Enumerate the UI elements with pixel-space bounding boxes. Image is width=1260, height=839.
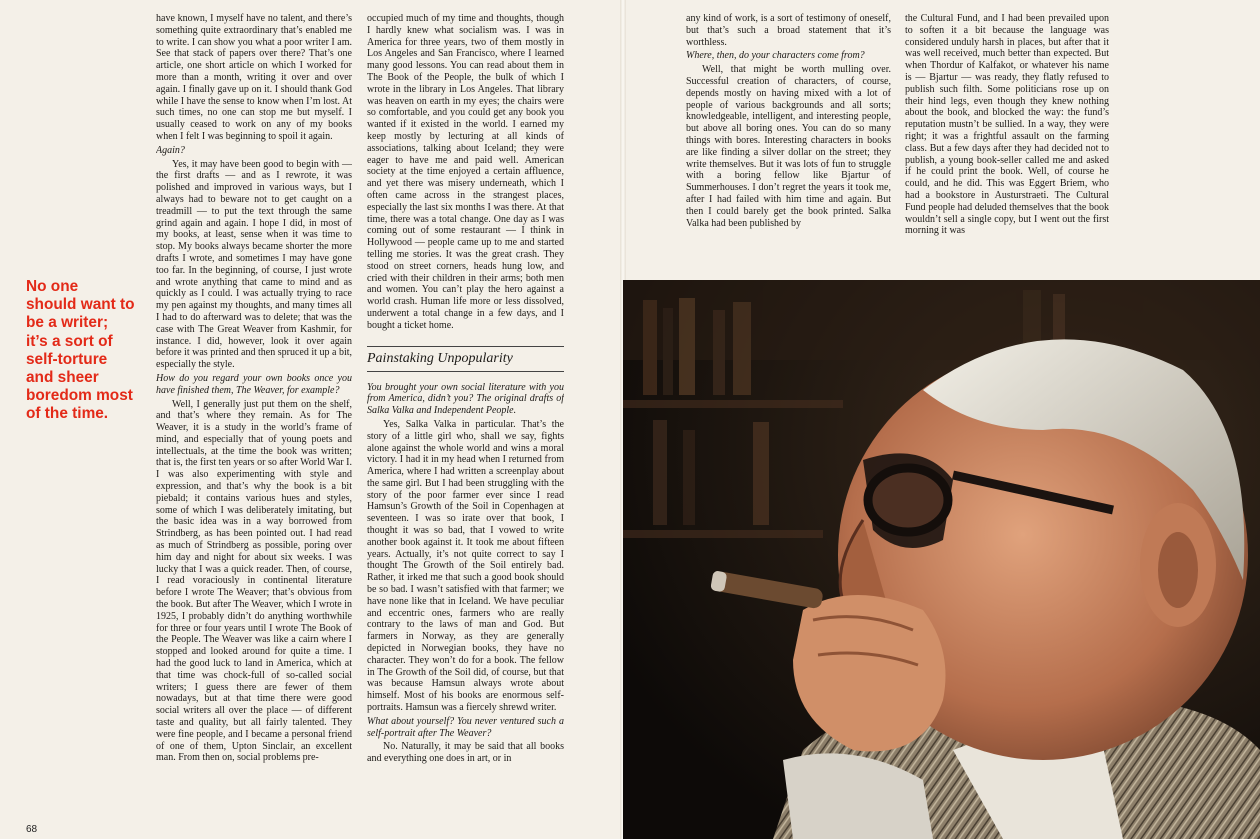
- page-number: 68: [26, 824, 38, 835]
- interview-question: Where, then, do your characters come from?: [686, 50, 865, 62]
- body-paragraph: any kind of work, is a sort of testimony of oneself, but that’s such a broad statement that it’s worthless.: [686, 13, 891, 48]
- pull-quote-line: should want to: [26, 296, 135, 314]
- text-column-4: [905, 13, 1109, 275]
- body-paragraph: Yes, it may have been good to begin with — the first drafts — and as I rewrote, it was polished and improved in various ways, but I always had to beware not to get caught on a treadmill — to put the text through the same grind again and again. I hope I did, in most of my books, at least, sense when it was time to stop. My books always became shorter the more drafts I wrote, and sometimes I may have gone too far. In the beginning, of course, I just wrote and wrote anything that came to mind and as quickly as I could. I was actually trying to race my pen against my thoughts, and many times all I had to do afterward was to delete; that was the case with The Great Weaver from Kashmir, for instance. I did, however, look it over again before it was printed and then spruced it up a bit, especially the style.: [156, 158, 352, 371]
- text-column-1: [156, 13, 352, 839]
- interview-question: How do you regard your own books once you have finished them, The Weaver, for example?: [156, 372, 352, 396]
- body-paragraph: No. Naturally, it may be said that all books and everything one does in art, or in: [367, 741, 564, 765]
- pull-quote: [26, 278, 144, 424]
- pull-quote-line: and sheer: [26, 369, 99, 387]
- text-column-2: [367, 13, 564, 839]
- body-paragraph: Well, I generally just put them on the shelf, and that’s where they remain. As for The Weaver, it is a study in the world’s frame of mind, and especially that of young poets and intellectuals, at the time the book was written; that is, the first ten years or so after World War I. I was also experimenting with style and expression, and that’s why the book is a bit piebald; it contains various hues and styles, some of which I was deliberately imitating, but the basic idea was in a way borrowed from Strindberg, as has been pointed out. I had read as much of Strindberg as possible, poring over him day and night for about six weeks. I was lucky that I was a quick reader. Then, of course, I read voraciously in continental literature before I wrote The Weaver; that’s obvious from the book. But after The Weaver, which I wrote in 1925, I probably didn’t do anything worthwhile for three or four years until I wrote The Book of the People. The Weaver was like a cairn where I stopped and looked around for quite a time. I had the good luck to land in America, which at that time was chock-full of so-called social writers; I guess there are fewer of them nowadays, but at that time there were good social writers all over the place — of different taste and quality, but all fairly talented. They were fine people, and I became a personal friend of one of them, Upton Sinclair, an excellent man. From then on, social problems pre-: [156, 398, 352, 764]
- pull-quote-line: No one: [26, 278, 79, 295]
- body-paragraph: Yes, Salka Valka in particular. That’s the story of a little girl who, shall we say, fights alone against the whole world and wins a moral victory. I had it in my head when I returned from America, where I had written a screenplay about the same girl. But I had been struggling with the story of the poor farmer ever since I read Hamsun’s Growth of the Soil in Copenhagen at seventeen. I was so irate over that book, I thought it was so bad, that I vowed to write another book against it. It took me about fifteen years. Actually, it’s not quite correct to say I thought The Growth of the Soil entirely bad. Rather, it irked me that such a good book should be so bad. I wasn’t satisfied with that farmer; we have none like that in Iceland. We have peculiar and eccentric ones, farmers who are really contrary to the laws of man and God. But farmers in Norway, as they are generally depicted in Norwegian books, they have no character. They won’t do for a book. The fellow in The Growth of the Soil did, of course, but that was because Hamsun always wrote about himself. Most of his books are enormous self-portraits. Hamsun was a fiercely shrewd writer.: [367, 418, 564, 714]
- pull-quote-line: be a writer;: [26, 314, 109, 332]
- pull-quote-line: boredom most: [26, 387, 133, 405]
- pull-quote-line: self-torture: [26, 350, 108, 368]
- body-paragraph: the Cultural Fund, and I had been prevailed upon to soften it a bit because the language was considered unduly harsh in places, but after that it was well received, much better than expected. But when Thordur of Kalfakot, or whatever his name is — Bjartur — was ready, they flatly refused to publish such filth. Some politicians rose up on their hind legs, even though they knew nothing about the book, and blocked the way: the fund’s reputation mustn’t be sullied. In a way, they were right; it was a frightful assault on the farming class. But a few days after they had decided not to publish, a young book-seller called me and asked if he could print the book. Well, of course he could, and he did. This was Eggert Briem, who had a bookstore in Austurstraeti. The Cultural Fund people had deluded themselves that the book wouldn’t sell a single copy, but I went out the first morning it was: [905, 13, 1109, 237]
- section-subheading: Painstaking Unpopularity: [367, 346, 564, 372]
- interview-question: Again?: [156, 144, 185, 156]
- pull-quote-line: it’s a sort of: [26, 332, 113, 350]
- text-column-3: [686, 13, 891, 275]
- body-paragraph: occupied much of my time and thoughts, though I hardly knew what socialism was. I was in America for three years, two of them mostly in Los Angeles and San Francisco, where I learned many good lessons. You can read about them in The Book of the People, the bulk of which I wrote in the library in Los Angeles. That library was heaven on earth in my eyes; the chairs were so comfortable, and you could get any book you wanted if it existed in the world. I earned my keep mostly by lecturing at all kinds of associations, talking about Iceland; they were eager to have me and paid well. American society at the time enjoyed a certain affluence, and yet there was misery underneath, which I often came across in the strangest places, especially the last six months I was there. At that time, there was a total change. One day as I was coming out of some restaurant — I think in Hollywood — people came up to me and started telling me stories. It was the great crash. They stood on street corners, heads hung low, and cried with their children in their arms; both men and women. You can’t play the hero against a world crash. Human life more or less dissolved, underwent a total change in a few days, and I bought a ticket home.: [367, 13, 564, 331]
- portrait-illustration: [623, 280, 1260, 839]
- interview-question: You brought your own social literature with you from America, didn’t you? The original drafts of Salka Valka and Independent People.: [367, 381, 564, 417]
- body-paragraph: have known, I myself have no talent, and there’s something quite extraordinary that’s enabled me to write. I can show you what a poor writer I am. See that stack of papers over there? That’s one article, one short article on which I worked for more than a month, writing it over and over again. I finally gave up on it. I should thank God while I have the sense to know when I’m lost. At such times, no one can stop me but myself. I usually ceased to work on any of my books when I felt I was beginning to spoil it again.: [156, 13, 352, 142]
- author-portrait-photo: [623, 280, 1260, 839]
- body-paragraph: Well, that might be worth mulling over. Successful creation of characters, of course, depends mostly on having mixed with a lot of people of various backgrounds and all sorts; knowledgeable, intelligent, and interesting people, but above all boring ones. You can do so many things with bores. Interesting characters in books are like finding a silver dollar on the street; they write themselves. But it was lots of fun to struggle with a boring fellow like Bjartur of Summerhouses. I don’t regret the years it took me, after I had failed with him time and again. But then I could barely get the book printed. Salka Valka had been published by: [686, 64, 891, 229]
- interview-question: What about yourself? You never ventured such a self-portrait after The Weaver?: [367, 715, 564, 739]
- pull-quote-line: of the time.: [26, 405, 109, 423]
